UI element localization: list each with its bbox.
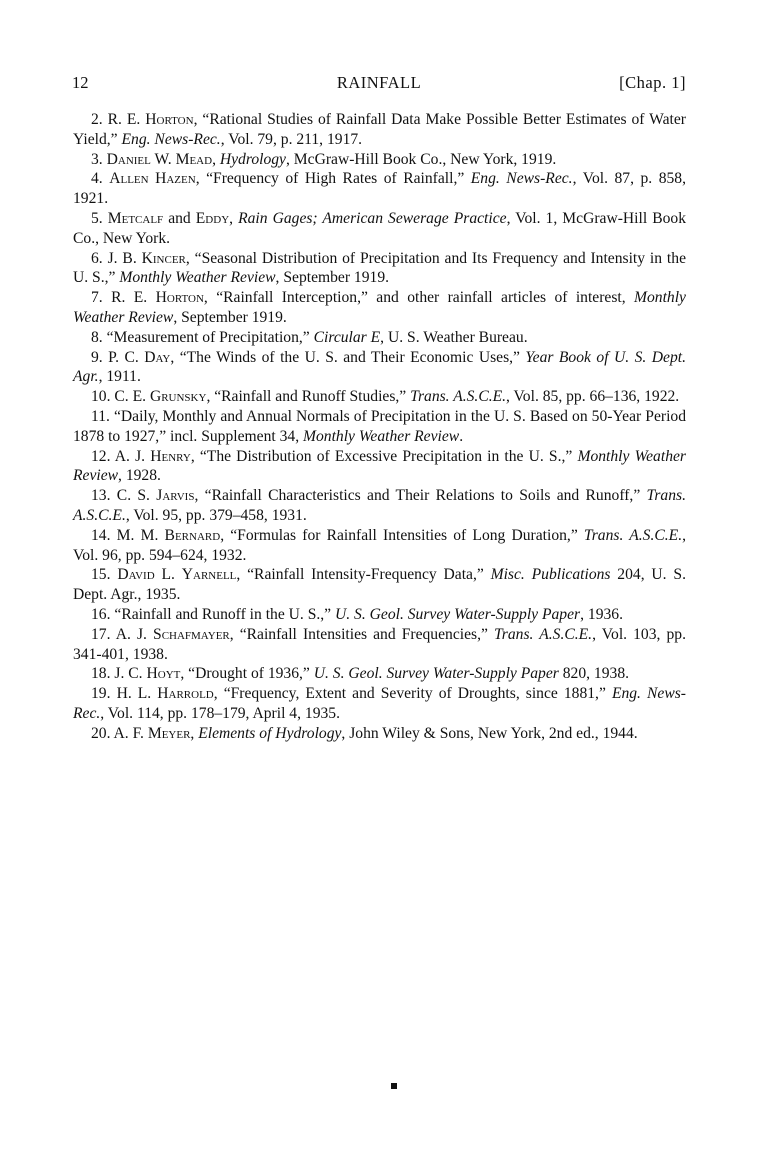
author-name: Day — [144, 348, 171, 366]
reference-item — [73, 150, 686, 170]
author-name: Horton — [145, 111, 194, 128]
reference-text: , “Rainfall Interception,” and other rainfall articles of interest, — [203, 289, 635, 307]
publication-title: Monthly Weather Review — [73, 289, 686, 326]
reference-text: and — [163, 209, 196, 227]
publication-title: Trans. A.S.C.E. — [493, 625, 593, 643]
author-name: David — [117, 566, 155, 584]
reference-details: , Vol. 87, p. 858, 1921. — [73, 170, 686, 208]
reference-text: , — [190, 724, 199, 742]
publication-title: Monthly Weather Review — [303, 427, 460, 445]
reference-text: , — [229, 209, 239, 227]
reference-item — [73, 526, 686, 566]
publication-title: Eng. News-Rec. — [73, 685, 686, 722]
author-initials: A. J. — [114, 447, 151, 465]
author-name: Daniel — [106, 150, 151, 168]
publication-title: Trans. A.S.C.E. — [583, 526, 683, 544]
running-title: RAINFALL — [336, 73, 422, 92]
reference-text: , “The Distribution of Excessive Precipitation in the U. S.,” — [190, 447, 578, 465]
reference-item — [73, 724, 686, 744]
page-number: 12 — [72, 73, 89, 92]
reference-details: 820, 1938. — [558, 665, 630, 683]
author-initials: A. F. — [113, 724, 148, 742]
author-initials: R. E. — [111, 289, 156, 307]
reference-text: “Measurement of Precipitation,” — [106, 328, 314, 346]
publication-title: Monthly Weather Review — [119, 269, 276, 287]
publication-title: U. S. Geol. Survey Water-Supply Paper — [313, 665, 559, 683]
author-initials: J. B. — [107, 249, 142, 267]
reference-number: 15. — [91, 566, 111, 584]
reference-text: W. — [150, 150, 176, 168]
publication-title: Trans. A.S.C.E. — [73, 487, 686, 524]
reference-details: , McGraw-Hill Book Co., New York, 1919. — [285, 150, 557, 168]
reference-number: 4. — [91, 170, 103, 188]
reference-item — [73, 348, 686, 388]
author-initials: J. C. — [114, 665, 147, 683]
reference-number: 12. — [91, 447, 111, 465]
author-name: Allen Hazen — [109, 170, 196, 188]
author-initials: C. E. — [114, 388, 150, 406]
publication-title: Elements of Hydrology — [198, 724, 342, 742]
reference-details: , U. S. Weather Bureau. — [380, 328, 528, 346]
reference-item — [73, 447, 686, 487]
reference-item — [73, 407, 686, 447]
reference-text: , “Rainfall Intensity-Frequency Data,” — [236, 566, 491, 584]
author-name: Hoyt — [146, 665, 181, 683]
publication-title: Monthly Weather Review — [73, 447, 686, 485]
reference-item — [73, 169, 686, 209]
reference-item — [73, 565, 686, 605]
reference-number: 18. — [91, 665, 111, 683]
reference-item — [73, 625, 686, 665]
publication-title: Year Book of U. S. Dept. Agr. — [73, 348, 686, 386]
reference-text: , “Drought of 1936,” — [180, 665, 314, 683]
publication-title: Hydrology — [219, 150, 286, 168]
reference-number: 9. — [91, 348, 103, 366]
reference-details: , 1936. — [580, 605, 623, 623]
reference-item — [73, 486, 686, 526]
publication-title: U. S. Geol. Survey Water-Supply Paper — [335, 605, 581, 623]
author-initials: C. S. — [116, 487, 157, 505]
reference-text: , “Rainfall Characteristics and Their Relations to Soils and Runoff,” — [194, 487, 647, 505]
author-name: Harrold — [157, 685, 214, 703]
author-name: Henry — [150, 447, 191, 465]
reference-text: “Rainfall and Runoff in the U. S.,” — [114, 605, 335, 623]
author-initials: A. J. — [115, 625, 154, 643]
reference-number: 10. — [91, 388, 111, 406]
author-name: Jarvis — [156, 487, 195, 505]
reference-details: . — [459, 427, 464, 445]
reference-number: 16. — [91, 605, 111, 623]
reference-item — [73, 209, 686, 249]
publication-title: Rain Gages; American Sewerage Practice — [238, 209, 507, 227]
reference-text: , “The Winds of the U. S. and Their Economic Uses,” — [170, 348, 526, 366]
author-name: Kincer — [141, 249, 186, 267]
reference-text: , “Frequency, Extent and Severity of Droughts, since 1881,” — [213, 685, 612, 703]
reference-text: , — [212, 150, 220, 168]
reference-item — [73, 288, 686, 328]
reference-details: 204, U. S. Dept. Agr., 1935. — [73, 566, 686, 604]
reference-details: , Vol. 114, pp. 178–179, April 4, 1935. — [100, 704, 340, 722]
author-initials: H. L. — [116, 685, 158, 703]
reference-number: 7. — [91, 289, 103, 307]
author-name: Bernard — [164, 526, 221, 544]
reference-details: , Vol. 103, pp. 341-401, 1938. — [73, 625, 686, 663]
reference-text: , “Rainfall and Runoff Studies,” — [206, 388, 411, 406]
reference-item — [73, 328, 686, 348]
reference-text: “Daily, Monthly and Annual Normals of Precipitation in the U. S. Based on 50-Year Period 1878 to 1927,” incl. Supplement 34, — [73, 407, 686, 445]
author-initials: M. M. — [116, 526, 165, 544]
reference-item — [73, 249, 686, 289]
reference-details: , 1911. — [98, 368, 141, 386]
reference-details: , September 1919. — [173, 308, 287, 326]
reference-number: 13. — [91, 487, 111, 505]
reference-details: , Vol. 1, McGraw-Hill Book Co., New York. — [73, 209, 687, 247]
reference-text: L. — [154, 566, 182, 584]
reference-number: 14. — [91, 526, 111, 544]
author-name: Horton — [155, 289, 204, 307]
reference-details: , Vol. 79, p. 211, 1917. — [220, 130, 363, 148]
reference-list — [73, 110, 686, 744]
author-initials: R. E. — [107, 111, 146, 128]
chapter-label: [Chap. 1] — [619, 73, 686, 92]
reference-number: 5. — [91, 209, 103, 227]
reference-number: 8. — [91, 328, 103, 346]
reference-text: , “Formulas for Rainfall Intensities of Long Duration,” — [220, 526, 584, 544]
reference-item — [73, 110, 686, 150]
reference-details: , September 1919. — [275, 269, 390, 287]
reference-text: , “Frequency of High Rates of Rainfall,” — [195, 170, 471, 188]
reference-item — [73, 664, 686, 684]
reference-number: 2. — [91, 111, 103, 128]
reference-item — [73, 387, 686, 407]
publication-title: Misc. Publications — [490, 566, 611, 584]
author-name: Meyer — [147, 724, 191, 742]
reference-text: , “Rational Studies of Rainfall Data Make Possible Better Estimates of Water Yield,” — [73, 111, 686, 148]
reference-details: , 1928. — [118, 467, 161, 485]
author-name: Metcalf — [107, 209, 164, 227]
author-name: Grunsky — [149, 388, 207, 406]
reference-details: , Vol. 85, pp. 66–136, 1922. — [506, 388, 680, 406]
reference-number: 3. — [91, 150, 103, 168]
reference-details: , Vol. 96, pp. 594–624, 1932. — [73, 526, 686, 564]
reference-text: , “Seasonal Distribution of Precipitation and Its Frequency and Intensity in the U. S.,” — [73, 249, 686, 287]
page-header — [72, 73, 686, 97]
reference-details: , John Wiley & Sons, New York, 2nd ed., 1944. — [341, 724, 638, 742]
author-name: Yarnell — [181, 566, 237, 584]
reference-number: 17. — [91, 625, 111, 643]
author-name: Mead — [175, 150, 213, 168]
reference-text: , “Rainfall Intensities and Frequencies,” — [229, 625, 494, 643]
publication-title: Circular E — [313, 328, 381, 346]
reference-number: 6. — [91, 249, 103, 267]
reference-item — [73, 605, 686, 625]
reference-number: 11. — [91, 407, 110, 425]
publication-title: Trans. A.S.C.E. — [410, 388, 507, 406]
reference-number: 20. — [91, 724, 111, 742]
publication-title: Eng. News-Rec. — [121, 130, 221, 148]
publication-title: Eng. News-Rec. — [470, 170, 573, 188]
author-name: Eddy — [195, 209, 230, 227]
author-initials: P. C. — [108, 348, 145, 366]
page-mark — [391, 1083, 397, 1089]
reference-number: 19. — [91, 685, 111, 703]
author-name: Schafmayer — [153, 625, 230, 643]
reference-details: , Vol. 95, pp. 379–458, 1931. — [125, 506, 307, 524]
reference-item — [73, 684, 686, 724]
